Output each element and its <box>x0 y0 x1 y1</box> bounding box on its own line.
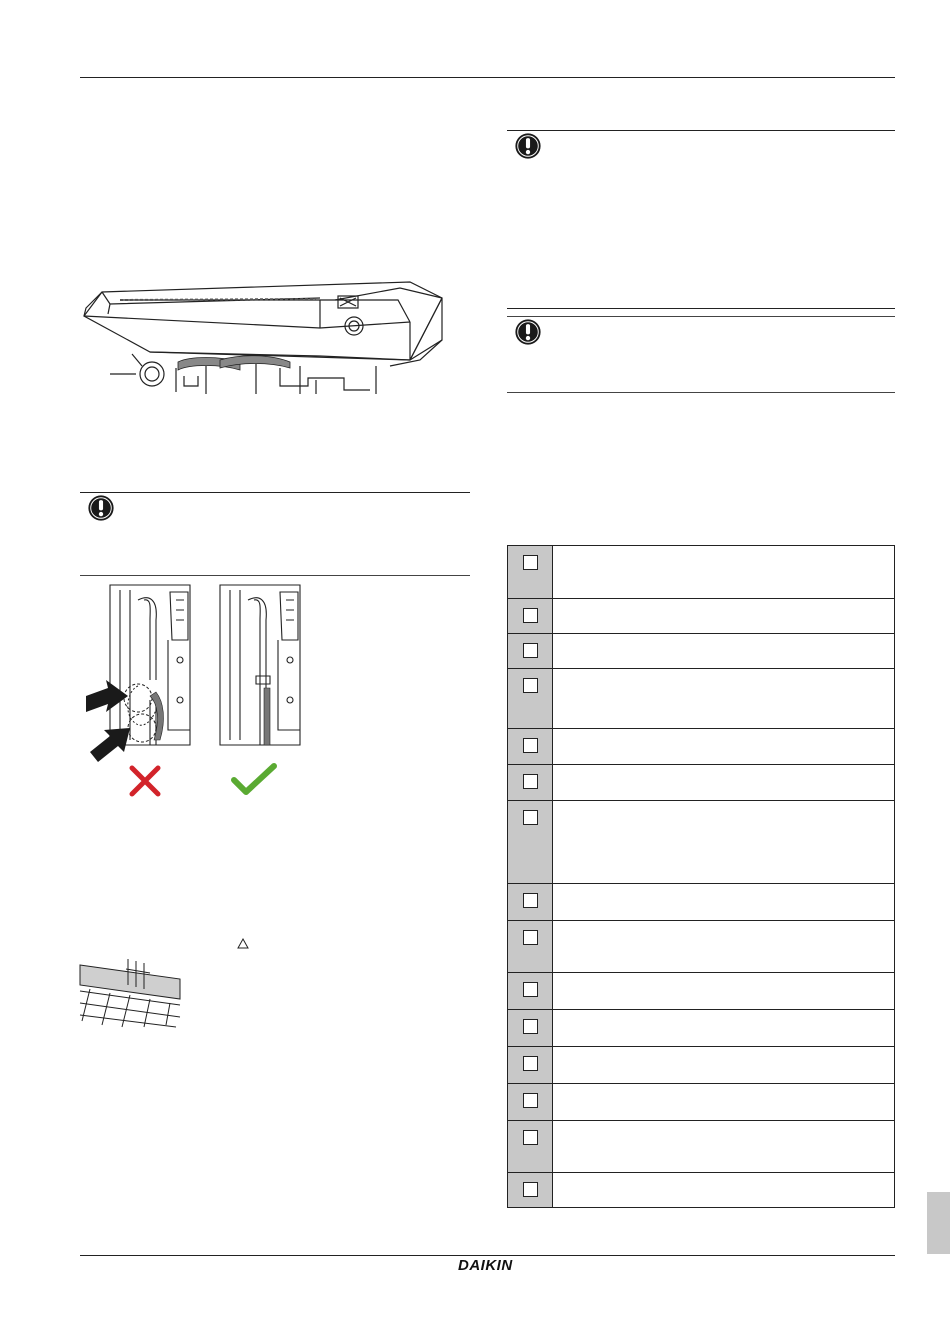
checkbox[interactable] <box>523 930 538 945</box>
filter-frame-illustration <box>80 955 180 1027</box>
checkbox[interactable] <box>523 608 538 623</box>
checkbox[interactable] <box>523 738 538 753</box>
checklist-row <box>508 1047 895 1084</box>
checkbox[interactable] <box>523 1019 538 1034</box>
checklist-table <box>507 545 895 1208</box>
checkbox[interactable] <box>523 1182 538 1197</box>
checkbox[interactable] <box>523 555 538 570</box>
note-rule-top-right-1 <box>507 130 895 131</box>
exclamation-icon <box>514 318 542 346</box>
checklist-row <box>508 634 895 669</box>
checkbox[interactable] <box>523 1130 538 1145</box>
checklist-row <box>508 884 895 921</box>
checkbox[interactable] <box>523 678 538 693</box>
correct-check-icon <box>234 766 274 792</box>
brand-logo: DAIKIN <box>458 1257 513 1274</box>
note-rule-top-right-2b <box>507 316 895 317</box>
checkbox[interactable] <box>523 982 538 997</box>
triangle-icon <box>237 938 249 949</box>
indoor-unit-underside-illustration <box>80 270 445 400</box>
checklist-row <box>508 973 895 1010</box>
drain-hose-routing-illustration <box>80 580 320 800</box>
exclamation-icon <box>87 494 115 522</box>
checklist-row <box>508 1084 895 1121</box>
checkbox[interactable] <box>523 643 538 658</box>
checklist-row <box>508 921 895 973</box>
note-rule-top-left <box>80 492 470 493</box>
checkbox[interactable] <box>523 774 538 789</box>
checklist-row <box>508 599 895 634</box>
checklist-row <box>508 729 895 765</box>
checklist-row <box>508 801 895 884</box>
checklist-row <box>508 1121 895 1173</box>
checklist-row <box>508 546 895 599</box>
checklist-row <box>508 1010 895 1047</box>
checklist-row <box>508 1173 895 1208</box>
checkbox[interactable] <box>523 893 538 908</box>
exclamation-icon <box>514 132 542 160</box>
wrong-cross-icon <box>132 768 158 794</box>
checkbox[interactable] <box>523 810 538 825</box>
note-rule-bottom-right <box>507 392 895 393</box>
note-rule-bottom-left <box>80 575 470 576</box>
footer-rule <box>80 1255 895 1256</box>
checklist-row <box>508 765 895 801</box>
checkbox[interactable] <box>523 1056 538 1071</box>
checklist-row <box>508 669 895 729</box>
header-rule <box>80 77 895 78</box>
chapter-side-tab <box>927 1192 950 1254</box>
note-rule-top-right-2 <box>507 308 895 309</box>
checkbox[interactable] <box>523 1093 538 1108</box>
